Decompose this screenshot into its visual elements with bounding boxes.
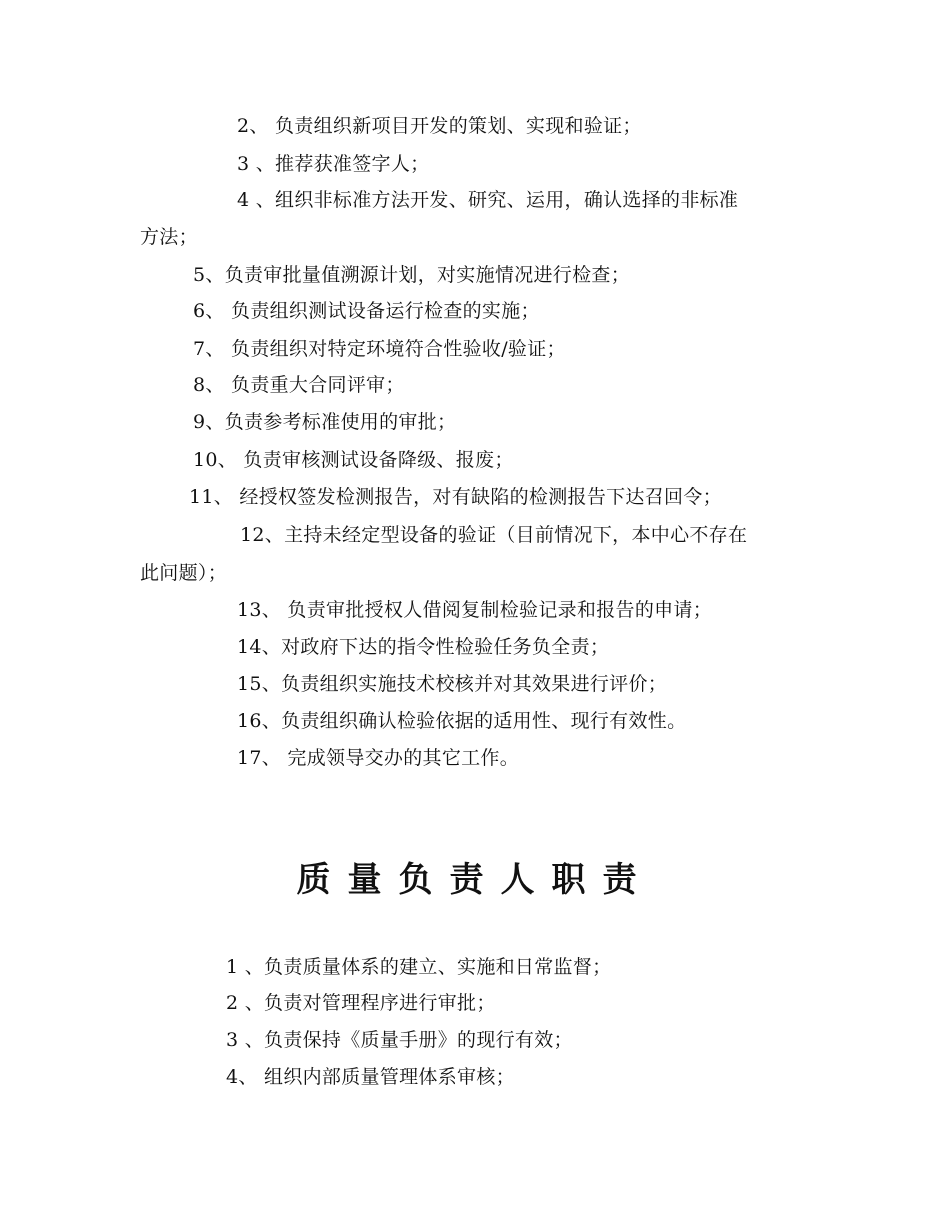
duty-item-11: 11、 经授权签发检测报告，对有缺陷的检测报告下达召回令； [189, 486, 722, 508]
section-title-quality-manager: 质量负责人职责 [296, 860, 654, 900]
quality-duty-item-4: 4、 组织内部质量管理体系审核； [226, 1066, 515, 1088]
duty-item-8: 8、 负责重大合同评审； [193, 374, 405, 396]
duty-item-6: 6、 负责组织测试设备运行检查的实施； [193, 300, 540, 322]
quality-duty-item-2: 2 、负责对管理程序进行审批； [226, 992, 496, 1014]
duty-item-15: 15、负责组织实施技术校核并对其效果进行评价； [237, 673, 668, 695]
duty-item-2: 2、 负责组织新项目开发的策划、实现和验证； [237, 115, 642, 137]
duty-item-12: 12、主持未经定型设备的验证（目前情况下，本中心不存在 [240, 524, 748, 546]
quality-duty-item-3: 3 、负责保持《质量手册》的现行有效； [226, 1029, 573, 1051]
duty-item-13: 13、 负责审批授权人借阅复制检验记录和报告的申请； [237, 599, 713, 621]
duty-item-16: 16、负责组织确认检验依据的适用性、现行有效性。 [237, 710, 687, 732]
duty-item-10: 10、 负责审核测试设备降级、报废； [193, 449, 514, 471]
duty-item-17: 17、 完成领导交办的其它工作。 [237, 747, 520, 769]
duty-item-4-continued: 方法； [140, 226, 198, 248]
duty-item-9: 9、负责参考标准使用的审批； [193, 411, 457, 433]
quality-duty-item-1: 1 、负责质量体系的建立、实施和日常监督； [226, 956, 612, 978]
duty-item-7: 7、 负责组织对特定环境符合性验收/验证； [193, 338, 566, 360]
duty-item-3: 3 、推荐获准签字人； [237, 153, 430, 175]
duty-item-5: 5、负责审批量值溯源计划，对实施情况进行检查； [193, 264, 630, 286]
duty-item-14: 14、对政府下达的指令性检验任务负全责； [237, 636, 610, 658]
duty-item-12-continued: 此问题）； [140, 562, 228, 584]
duty-item-4: 4 、组织非标准方法开发、研究、运用，确认选择的非标准 [237, 189, 739, 211]
